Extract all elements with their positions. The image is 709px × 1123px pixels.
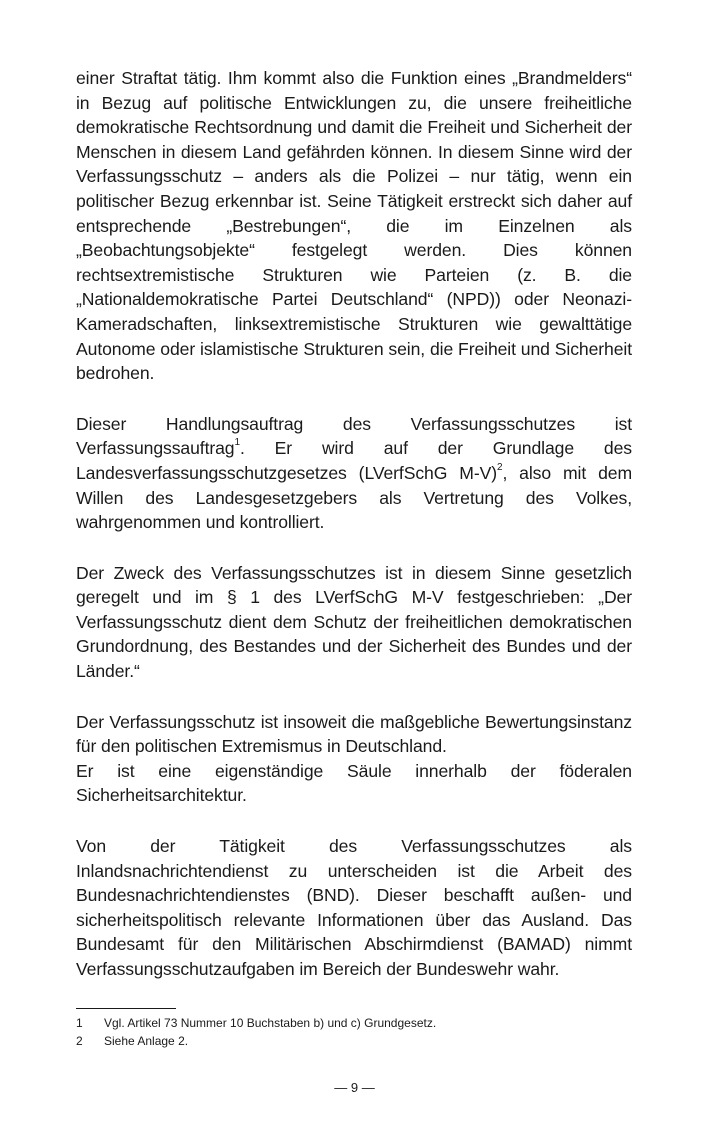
footnote-2: [76, 1032, 632, 1050]
footnote-ref-1[interactable]: 1: [234, 437, 240, 449]
footnote-divider: [76, 1008, 176, 1009]
footnote-1: [76, 1014, 632, 1032]
page-number: — 9 —: [334, 1080, 375, 1095]
paragraph-2-text-a: Dieser Handlungsauftrag des Verfassungsschutzes ist Verfassungssauftrag: [76, 413, 632, 459]
page-body: [76, 66, 632, 982]
footnote-number: 1: [76, 1016, 83, 1030]
footnote-text: Vgl. Artikel 73 Nummer 10 Buchstaben b) und c) Grundgesetz.: [104, 1016, 437, 1030]
paragraph-5: [76, 834, 632, 982]
footnote-number: 2: [76, 1034, 83, 1048]
paragraph-4-text-b: Er ist eine eigenständige Säule innerhalb der föderalen Sicherheitsarchitektur.: [76, 760, 632, 806]
paragraph-1-text: einer Straftat tätig. Ihm kommt also die Funktion eines „Brandmelders“ in Bezug auf politische Entwicklungen zu, die unsere freiheitliche demokratische Rechtsordnung und damit die Freiheit und Sicherheit der Menschen in diesem Land gefährden können. In diesem Sinne wird der Verfassungsschutz – anders als die Polizei – nur tätig, wenn ein politischer Bezug erkennbar ist. Seine Tätigkeit erstreckt sich daher auf entsprechende „Bestrebungen“, die im Einzelnen als „Beobachtungsobjekte“ festgelegt werden. Dies können rechtsextremistische Strukturen wie Parteien (z. B. die „Nationaldemokratische Partei Deutschland“ (NPD)) oder Neonazi-Kameradschaften, linksextremistische Strukturen wie gewalttätige Autonome oder islamistische Strukturen sein, die Freiheit und Sicherheit bedrohen.: [76, 68, 632, 384]
paragraph-3-text: Der Zweck des Verfassungsschutzes ist in diesem Sinne gesetzlich geregelt und im § 1 des LVerfSchG M-V festgeschrieben: „Der Verfassungsschutz dient dem Schutz der freiheitlichen demokratischen Grundordnung, des Bestandes und der Sicherheit des Bundes und der Länder.“: [76, 562, 632, 682]
paragraph-2: [76, 412, 632, 535]
paragraph-2-text-c: , also mit dem Willen des Landesgesetzgebers als Vertretung des Volkes, wahrgenommen und kontrolliert.: [76, 462, 632, 533]
paragraph-5-text: Von der Tätigkeit des Verfassungsschutzes als Inlandsnachrichtendienst zu unterscheiden ist die Arbeit des Bundesnachrichtendienstes (BND). Dieser beschafft außen- und sicherheitspolitisch relevante Informationen über das Ausland. Das Bundesamt für den Militärischen Abschirmdienst (BAMAD) nimmt Verfassungsschutzaufgaben im Bereich der Bundeswehr wahr.: [76, 836, 632, 979]
paragraph-3: [76, 561, 632, 684]
paragraph-2-text-b: . Er wird auf der Grundlage des Landesverfassungsschutzgesetzes (LVerfSchG M-V): [76, 438, 632, 483]
paragraph-1: [76, 66, 632, 386]
paragraph-4-text-a: Der Verfassungsschutz ist insoweit die maßgebliche Bewertungsinstanz für den politischen Extremismus in Deutschland.: [76, 711, 632, 757]
footnotes: [76, 1014, 632, 1050]
paragraph-4: [76, 710, 632, 808]
footnote-ref-2[interactable]: 2: [496, 462, 503, 474]
footnote-text: Siehe Anlage 2.: [104, 1034, 189, 1048]
